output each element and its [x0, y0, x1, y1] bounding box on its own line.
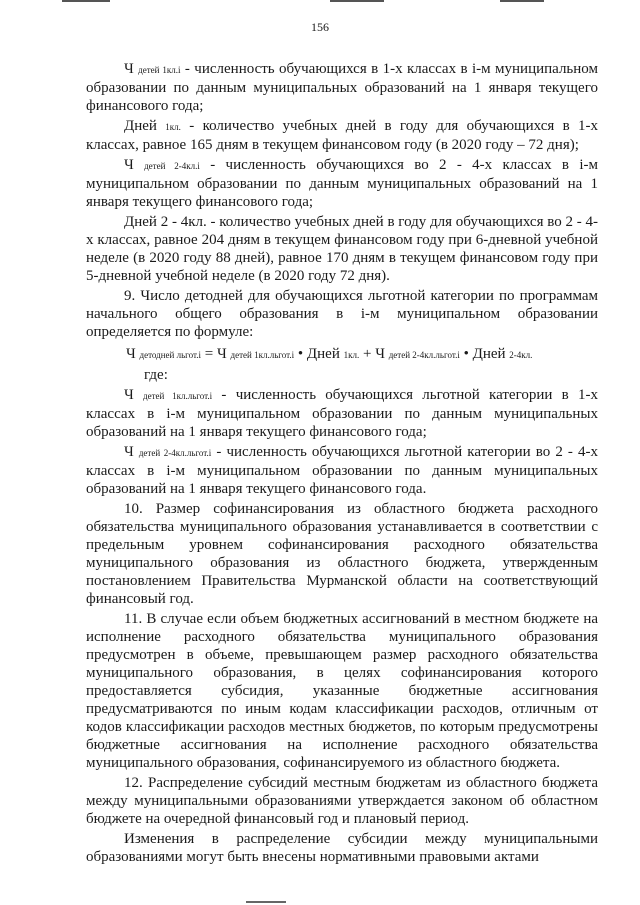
- scan-artifact: [62, 0, 110, 2]
- scan-artifact: [330, 0, 384, 2]
- document-body: [86, 60, 598, 868]
- definition-days-grade2-4: Дней 2 - 4кл. - количество учебных дней в году для обучающихся во 2 - 4-х классах, равное 204 дням в текущем финансовом году при 6-дневной учебной неделе (в 2020 году 88 дней), равное 170 дням в текущем финансовом году при 5-дневной учебной неделе (в 2020 году 72 дня).: [86, 214, 598, 284]
- scan-artifact: [500, 0, 544, 2]
- item-12-continued: Изменения в распределение субсидии между муниципальными образованиями могут быть внесены нормативными правовыми актами: [86, 831, 598, 865]
- definition-children-grade1: Ч детей 1кл.i - численность обучающихся в 1-х классах в i-м муниципальном образовании по данным муниципальных образований на 1 января текущего финансового года;: [86, 61, 599, 114]
- item-9: 9. Число детодней для обучающихся льготной категории по программам начального общего образования в i-м муниципальном образовании определяется по формуле:: [86, 288, 598, 340]
- formula: Ч детодней льгот.i = Ч детей 1кл.льгот.i • Дней 1кл. + Ч детей 2-4кл.льгот.i • Дней 2-4кл.: [126, 346, 533, 362]
- formula-where: где:: [144, 367, 168, 383]
- definition-children-grade1-privileged: Ч детей 1кл.льгот.i - численность обучающихся льготной категории в 1-х классах в i-м муниципальном образовании по данным муниципальных образований на 1 января текущего финансового года;: [86, 387, 598, 440]
- definition-days-grade1: Дней 1кл. - количество учебных дней в году для обучающихся в 1-х классах, равное 165 дням в текущем финансовом году (в 2020 году – 72 дня);: [86, 118, 599, 153]
- definition-children-grade2-4: Ч детей 2-4кл.i - численность обучающихся во 2 - 4-х классах в i-м муниципальном образовании по данным муниципальных образований на 1 января текущего финансового года;: [86, 157, 598, 210]
- definition-children-grade2-4-privileged: Ч детей 2-4кл.льгот.i - численность обучающихся льготной категории во 2 - 4-х классах в i-м муниципальном образовании по данным муниципальных образований на 1 января текущего финансового года.: [86, 444, 598, 497]
- page-number: 156: [311, 20, 329, 34]
- item-10: 10. Размер софинансирования из областного бюджета расходного обязательства муниципального образования устанавливается в соответствии с предельным уровнем софинансирования расходного обязательства муниципального образования из областного бюджета, утвержденным постановлением Правительства Мурманской области на соответствующий финансовый год.: [86, 501, 598, 607]
- item-11: 11. В случае если объем бюджетных ассигнований в местном бюджете на исполнение расходного обязательства муниципального образования предусмотрен в объеме, превышающем размер расходного обязательства муниципального образования, в целях софинансирования которого предоставляется субсидия, указанные бюджетные ассигнования предусматриваются по иным кодам классификации расходов, отличным от кодов классификации расходов местных бюджетов, по которым предусмотрены бюджетные ассигнования на исполнение расходного обязательства муниципального образования, софинансируемого из областного бюджета.: [86, 611, 598, 771]
- item-12: 12. Распределение субсидий местным бюджетам из областного бюджета между муниципальными образованиями утверждается законом об областном бюджете на очередной финансовый год и плановый период.: [86, 775, 598, 827]
- scan-artifact: [246, 901, 286, 903]
